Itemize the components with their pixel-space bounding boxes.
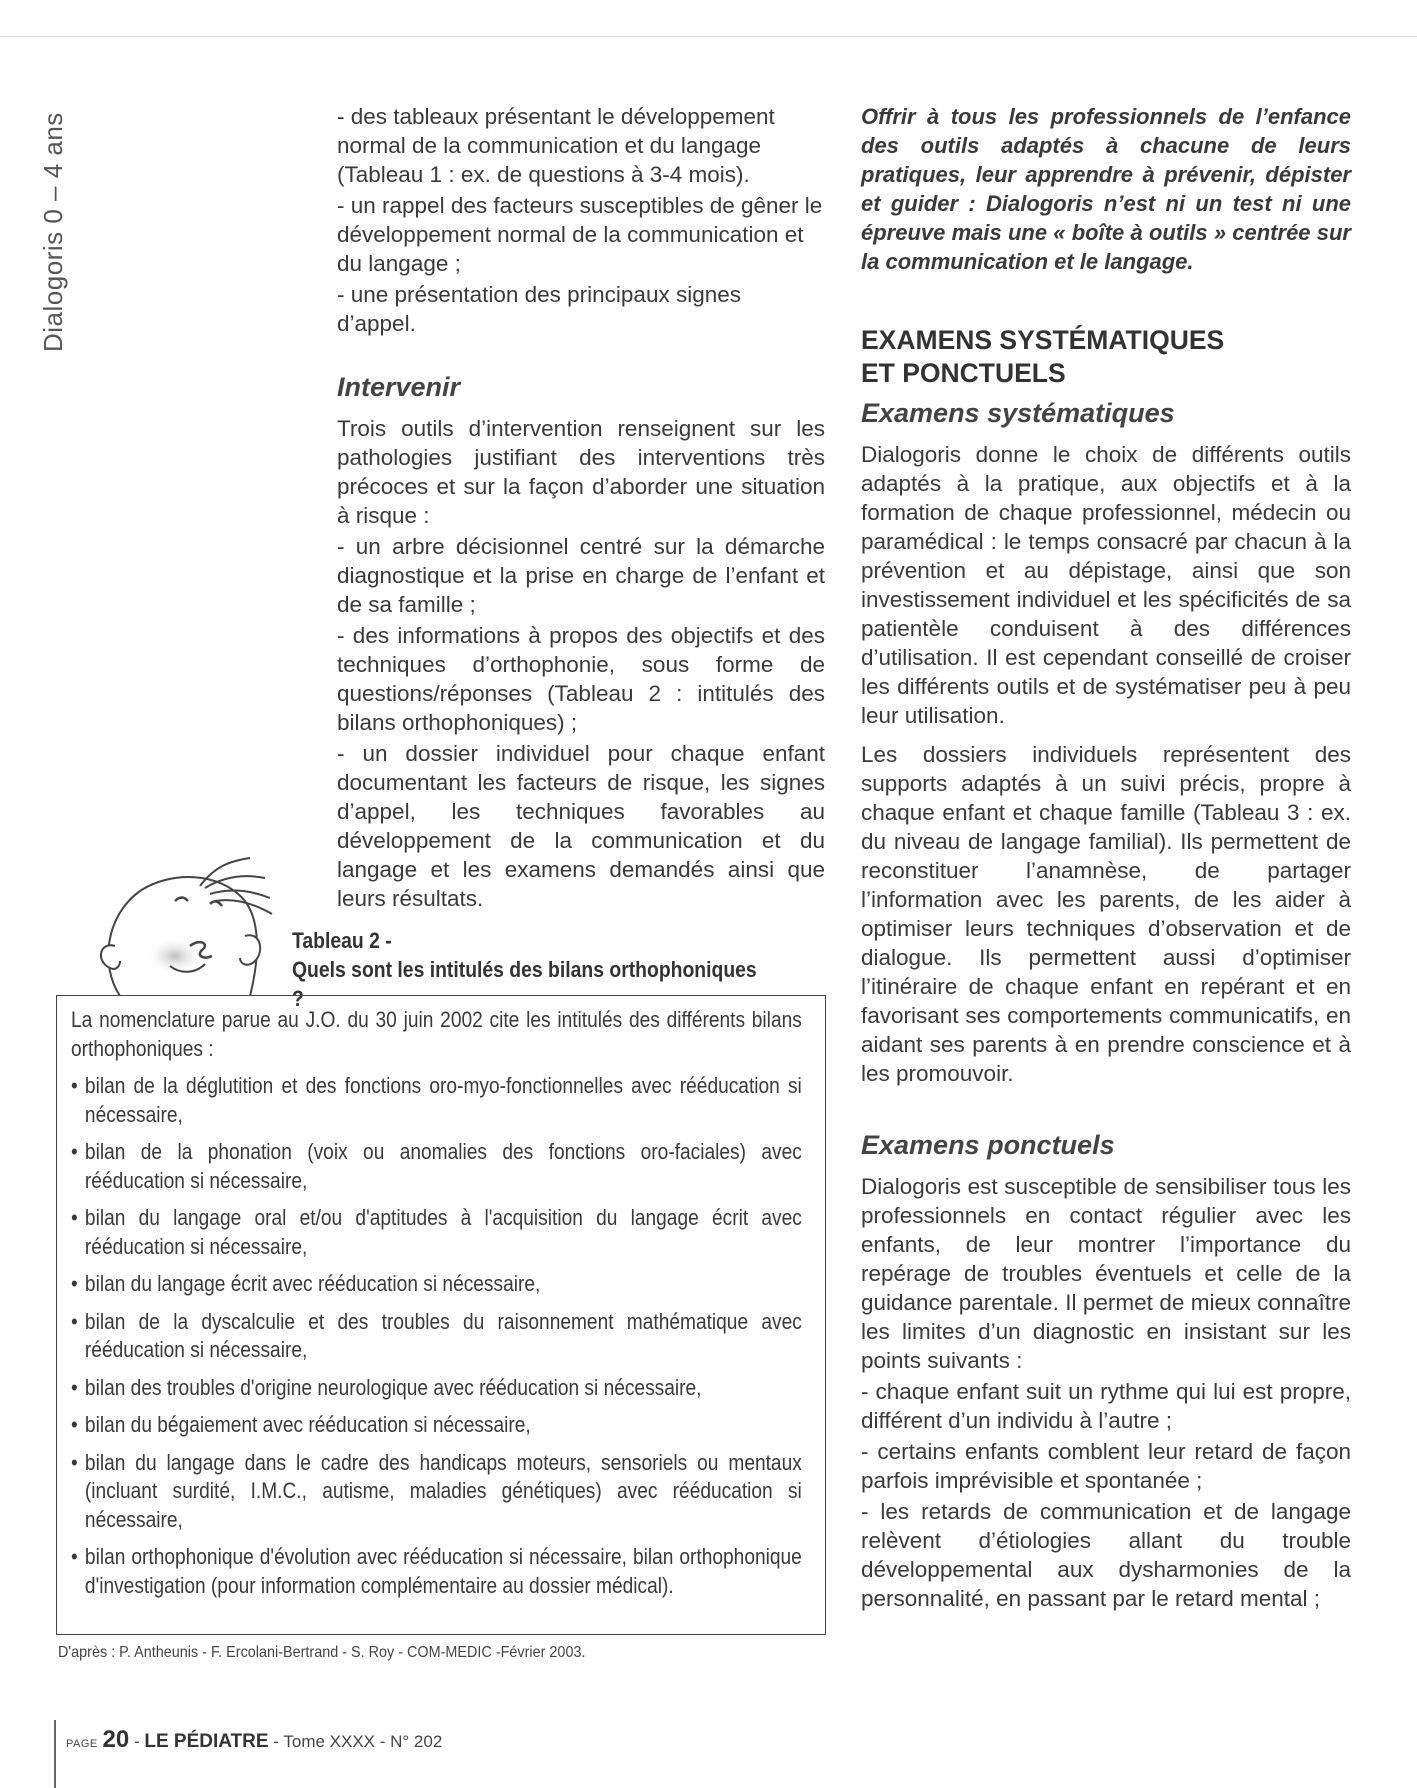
list-item: - les retards de communication et de langage relèvent d’étiologies allant du trouble développemental aux dysharmonies de la personnalité, en passant par le retard mental ; xyxy=(861,1499,1351,1611)
bullet-icon: • xyxy=(71,1374,78,1400)
intervenir-intro: Trois outils d’intervention renseignent sur les pathologies justifiant des interventions très précoces et sur la façon d’aborder une situation à risque : xyxy=(337,416,825,528)
list-item: - un dossier individuel pour chaque enfant documentant les facteurs de risque, les signes d’appel, les techniques favorables au développement de la communication et du langage et les examens demandés ainsi que leurs résultats. xyxy=(337,741,825,911)
section-heading-line: ET PONCTUELS xyxy=(861,358,1066,388)
list-item: - un arbre décisionnel centré sur la démarche diagnostique et la prise en charge de l’enfant et de sa famille ; xyxy=(337,534,825,617)
table-2-box xyxy=(56,995,826,1635)
intervenir-heading: Intervenir xyxy=(337,372,461,402)
bullet-icon: • xyxy=(71,1271,78,1296)
left-column xyxy=(337,102,825,915)
bullet-icon: • xyxy=(71,1205,78,1230)
section-heading xyxy=(861,324,1351,390)
table-2-question: Quels sont les intitulés des bilans orthophoniques ? xyxy=(292,957,757,1011)
page-footer xyxy=(66,1726,442,1754)
bullet-icon: • xyxy=(71,1139,78,1164)
list-item: • bilan de la déglutition et des fonctions oro-myo-fonctionnelles avec rééducation si nécessaire, xyxy=(71,1072,802,1129)
list-item: • bilan du langage oral et/ou d'aptitudes à l'acquisition du langage écrit avec rééducation si nécessaire, xyxy=(71,1204,802,1261)
table-2-label: Tableau 2 - xyxy=(292,928,392,953)
bullet-icon: • xyxy=(71,1544,78,1569)
table-2-intro: La nomenclature parue au J.O. du 30 juin 2002 cite les intitulés des différents bilans orthophoniques : xyxy=(71,1007,802,1061)
list-item: - chaque enfant suit un rythme qui lui est propre, différent d’un individu à l’autre ; xyxy=(861,1379,1351,1433)
list-item: • bilan de la phonation (voix ou anomalies des fonctions oro-faciales) avec rééducation si nécessaire, xyxy=(71,1138,802,1195)
page-number: 20 xyxy=(102,1726,130,1753)
right-column xyxy=(861,102,1351,1615)
section-heading-line: EXAMENS SYSTÉMATIQUES xyxy=(861,325,1225,355)
footer-rule xyxy=(54,1720,56,1788)
issue-info: - Tome XXXX - N° 202 xyxy=(273,1732,443,1751)
list-item: - des informations à propos des objectifs et des techniques d’orthophonie, sous forme de questions/réponses (Tableau 2 : intitulés des bilans orthophoniques) ; xyxy=(337,623,825,735)
systematiques-heading: Examens systématiques xyxy=(861,398,1175,428)
list-item: - certains enfants comblent leur retard de façon parfois imprévisible et spontanée ; xyxy=(861,1439,1351,1493)
list-item: - des tableaux présentant le développement normal de la communication et du langage (Tableau 1 : ex. de questions à 3-4 mois). xyxy=(337,104,775,187)
list-item: • bilan du langage dans le cadre des handicaps moteurs, sensoriels ou mentaux (incluant surdité, I.M.C., autisme, maladies génétiques) avec rééducation si nécessaire, xyxy=(71,1449,802,1535)
side-running-title: Dialogoris 0 – 4 ans xyxy=(38,112,68,352)
table-2-source: D'après : P. Antheunis - F. Ercolani-Bertrand - S. Roy - COM-MEDIC -Février 2003. xyxy=(58,1644,586,1661)
bullet-icon: • xyxy=(71,1073,78,1098)
ponctuels-heading: Examens ponctuels xyxy=(861,1130,1115,1160)
page-word: PAGE xyxy=(66,1738,98,1750)
bullet-icon: • xyxy=(71,1412,78,1437)
list-item: - une présentation des principaux signes d’appel. xyxy=(337,282,742,336)
bullet-icon: • xyxy=(71,1308,78,1334)
paragraph: Dialogoris est susceptible de sensibiliser tous les professionnels en contact régulier avec les enfants, de leur montrer l’importance du repérage de troubles éventuels et celle de la guidance parentale. Il permet de mieux connaître les limites d’un diagnostic en insistant sur les points suivants : xyxy=(861,1174,1351,1373)
cartoon-child-illustration xyxy=(80,846,280,996)
bullet-icon: • xyxy=(71,1449,78,1475)
list-item: • bilan du bégaiement avec rééducation si nécessaire, xyxy=(71,1411,802,1440)
list-item: • bilan de la dyscalculie et des troubles du raisonnement mathématique avec rééducation si nécessaire, xyxy=(71,1308,802,1365)
paragraph: Les dossiers individuels représentent des supports adaptés à un suivi précis, propre à chaque enfant et chaque famille (Tableau 3 : ex. du niveau de langage familial). Ils permettent de reconstituer l’anamnèse, de partager l’information avec les parents, de les aider à optimiser leurs techniques d’observation et de dialogue. Ils permettent aussi d’optimiser l’itinéraire de chaque enfant en repérant et en favorisant ses comportements communicatifs, en aidant ses parents à en prendre conscience et à les promouvoir. xyxy=(861,742,1351,1086)
list-item: • bilan des troubles d'origine neurologique avec rééducation si nécessaire, xyxy=(71,1374,802,1403)
list-item: • bilan orthophonique d'évolution avec rééducation si nécessaire, bilan orthophonique d'investigation (pour information complémentaire au dossier médical). xyxy=(71,1543,802,1600)
list-item: • bilan du langage écrit avec rééducation si nécessaire, xyxy=(71,1270,802,1299)
list-item: - un rappel des facteurs susceptibles de gêner le développement normal de la communication et du langage ; xyxy=(337,193,823,276)
table-2-content xyxy=(71,1006,802,1609)
intro-statement: Offrir à tous les professionnels de l’enfance des outils adaptés à chacune de leurs pratiques, leur apprendre à prévenir, dépister et guider : Dialogoris n’est ni un test ni une épreuve mais une « boîte à outils » centrée sur la communication et le langage. xyxy=(861,104,1351,274)
top-rule xyxy=(0,36,1417,37)
journal-name: LE PÉDIATRE xyxy=(144,1731,269,1752)
footer-separator: - xyxy=(133,1732,140,1751)
paragraph: Dialogoris donne le choix de différents outils adaptés à la pratique, aux objectifs et à la formation de chaque professionnel, médecin ou paramédical : le temps consacré par chacun à la prévention et au dépistage, ainsi que son investissement individuel et les spécificités de sa patientèle conduisent à des différences d’utilisation. Il est cependant conseillé de croiser les différents outils et de systématiser peu à peu leur utilisation. xyxy=(861,442,1351,728)
